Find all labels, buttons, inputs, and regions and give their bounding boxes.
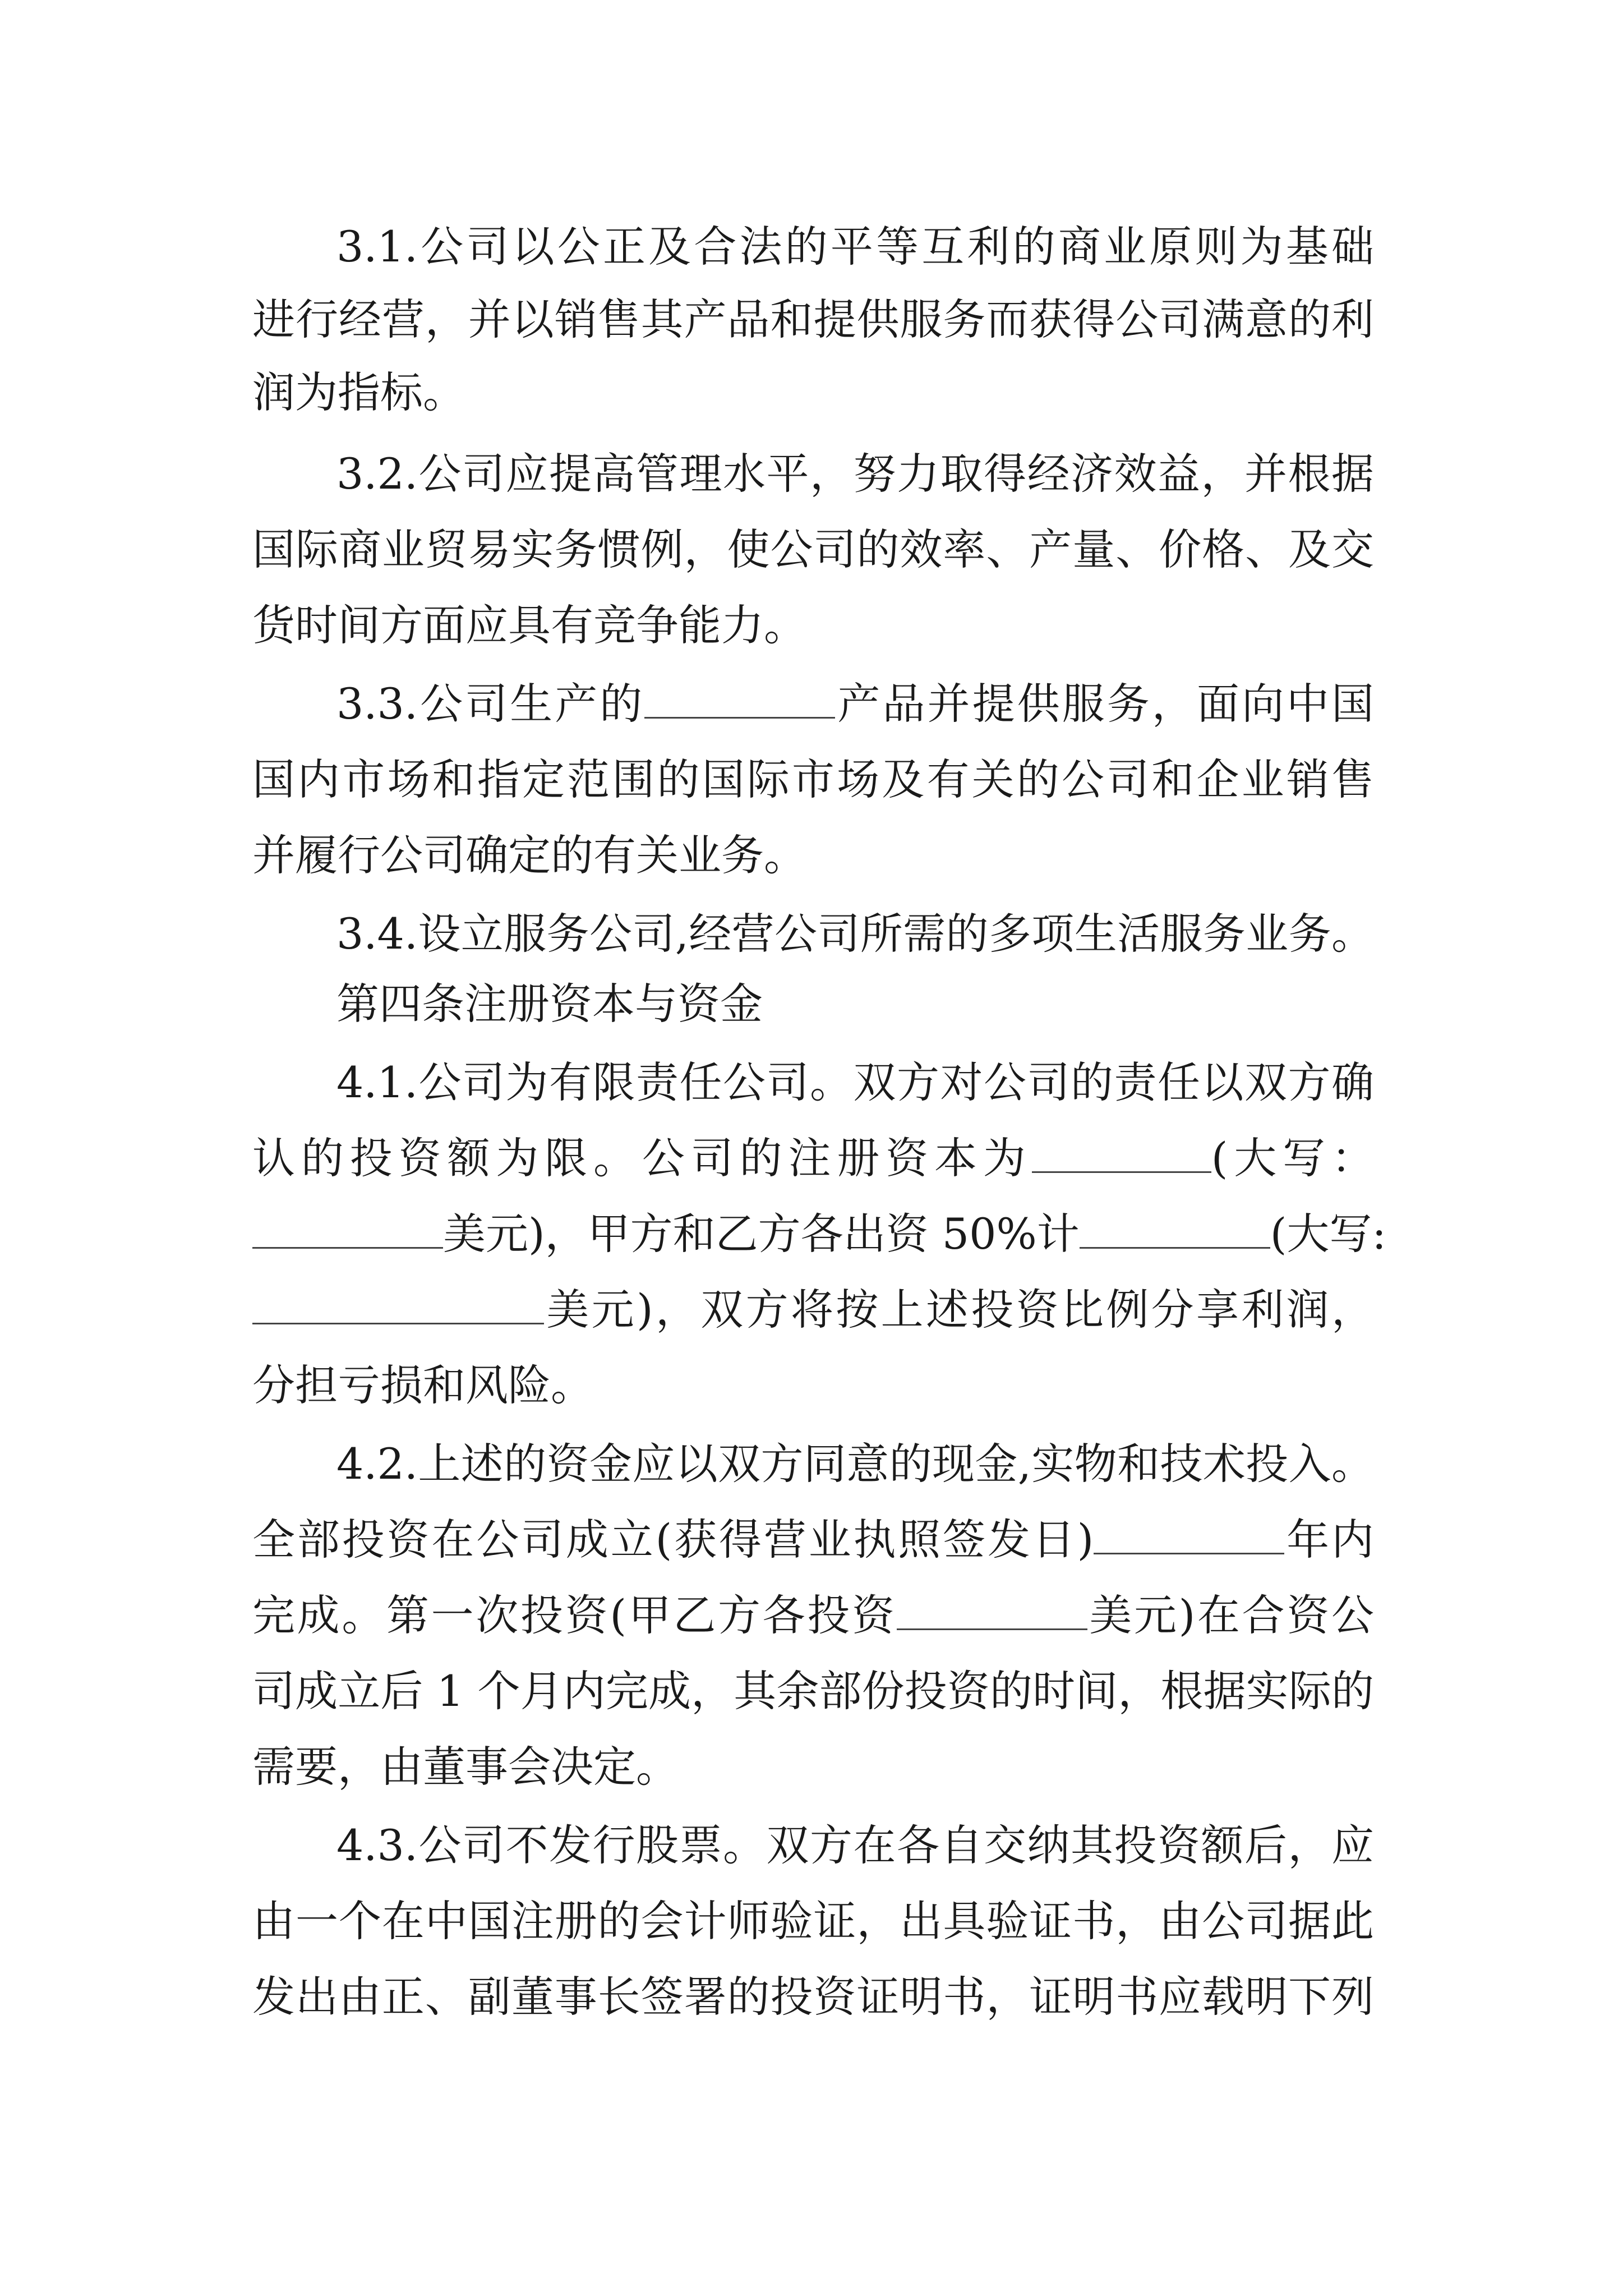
text: 美元)，甲方和乙方各出资 50%计 — [443, 1209, 1080, 1259]
text: 3.2.公司应提高管理水平，努力取得经济效益，并根据 — [336, 449, 1374, 499]
text: 国内市场和指定范围的国际市场及有关的公司和企业销售 — [252, 754, 1374, 804]
text: 美元)，双方将按上述投资比例分享利润， — [544, 1285, 1374, 1335]
paragraph-line — [252, 353, 1374, 432]
paragraph-line — [252, 740, 1374, 819]
paragraph-line — [336, 208, 1374, 286]
text: 完成。第一次投资(甲乙方各投资 — [252, 1590, 897, 1640]
text: 需要，由董事会决定。 — [252, 1742, 679, 1792]
text: 年内 — [1284, 1515, 1374, 1565]
paragraph-line — [252, 1728, 1374, 1806]
text: 美元)在合资公 — [1087, 1590, 1374, 1640]
text: 进行经营，并以销售其产品和提供服务而获得公司满意的利 — [252, 295, 1374, 344]
text: 4.1.公司为有限责任公司。双方对公司的责任以双方确 — [336, 1057, 1374, 1107]
text: 第四条注册资本与资金 — [336, 979, 763, 1029]
fill-in-blank — [1032, 1138, 1211, 1173]
fill-in-blank — [897, 1595, 1087, 1630]
text: 司成立后 1 个月内完成，其余部份投资的时间，根据实际的 — [252, 1666, 1374, 1716]
text: 分担亏损和风险。 — [252, 1360, 593, 1410]
text: 3.3.公司生产的 — [336, 679, 645, 729]
paragraph-line — [252, 586, 1374, 665]
text: 产品并提供服务，面向中国 — [835, 679, 1375, 729]
text: 全部投资在公司成立(获得营业执照签发日) — [252, 1515, 1094, 1565]
text: 3.4.设立服务公司,经营公司所需的多项生活服务业务。 — [336, 909, 1374, 959]
text: 由一个在中国注册的会计师验证，出具验证书，由公司据此 — [252, 1896, 1374, 1946]
text: 发出由正、副董事长签署的投资证明书，证明书应载明下列 — [252, 1972, 1374, 2022]
fill-in-blank — [644, 683, 835, 719]
paragraph-line — [336, 1425, 1374, 1503]
fill-in-blank — [252, 1213, 443, 1249]
text: (大写: — [1270, 1209, 1386, 1259]
paragraph-line — [336, 1043, 1374, 1122]
paragraph-line — [336, 435, 1374, 513]
fill-in-blank — [1080, 1213, 1270, 1249]
paragraph-line — [252, 1652, 1374, 1731]
paragraph-line — [252, 1501, 1374, 1579]
paragraph-line — [252, 1195, 1386, 1273]
paragraph-line — [252, 1271, 1374, 1349]
paragraph-line — [252, 1119, 1374, 1198]
text: 4.3.公司不发行股票。双方在各自交纳其投资额后，应 — [336, 1820, 1374, 1870]
paragraph-line — [252, 1882, 1374, 1961]
paragraph-line — [252, 1346, 1374, 1425]
text: (大写： — [1211, 1133, 1374, 1183]
section-heading — [336, 965, 1374, 1043]
fill-in-blank — [252, 1289, 544, 1324]
text: 认的投资额为限。公司的注册资本为 — [252, 1133, 1032, 1183]
text: 3.1.公司以公正及合法的平等互利的商业原则为基础 — [336, 222, 1374, 272]
text: 润为指标。 — [252, 367, 465, 417]
paragraph-line — [252, 1958, 1374, 2036]
paragraph-line — [336, 895, 1374, 973]
text: 4.2.上述的资金应以双方同意的现金,实物和技术投入。 — [336, 1439, 1374, 1489]
text: 国际商业贸易实务惯例，使公司的效率、产量、价格、及交 — [252, 524, 1374, 574]
paragraph-line — [252, 1576, 1374, 1655]
paragraph-line — [252, 280, 1374, 359]
text: 货时间方面应具有竞争能力。 — [252, 600, 806, 650]
paragraph-line — [252, 816, 1374, 895]
fill-in-blank — [1094, 1519, 1284, 1554]
paragraph-line — [336, 665, 1374, 743]
text: 并履行公司确定的有关业务。 — [252, 830, 806, 880]
paragraph-line — [252, 510, 1374, 589]
paragraph-line — [336, 1806, 1374, 1885]
